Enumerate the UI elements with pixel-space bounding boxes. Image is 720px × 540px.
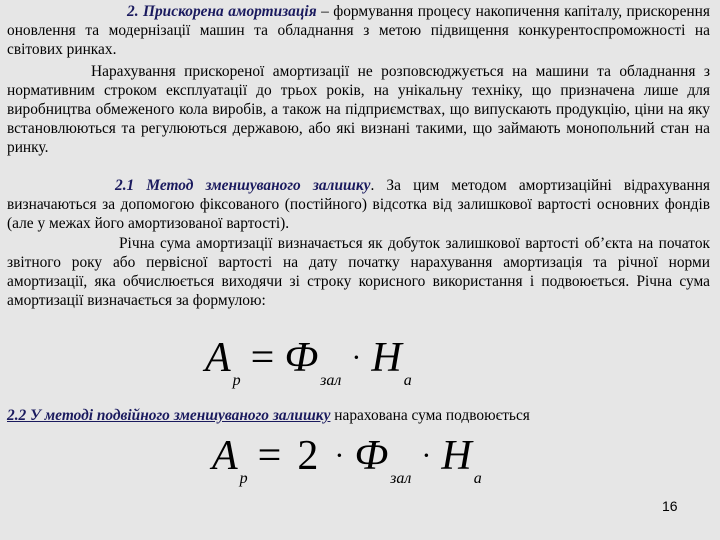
paragraph-text: Нарахування прискореної амортизації не розповсюджується на машини та обладнання з нормативним строком експлуатації до трьох років, на унікальну техніку, що призначена лише для виробництва обмеженого кола виробів, а також на підприємствах, що випускають продукцію, ціни на яку встановлюються та регулюються державою, або які визнані такими, що займають монопольний стан на ринку. [7,63,710,156]
paragraph-accelerated-depreciation [7,2,710,59]
formula-equals: = [257,433,282,479]
paragraph-text: нарахована сума подвоюється [330,407,530,424]
page-number: 16 [662,498,678,514]
formula-residual-subscript: зал [390,470,412,487]
paragraph-text: – формування процесу накопичення капіталу, прискорення оновлення та модернізації машин та обладнання з метою підвищення конкурентоспроможності на світових ринках. [7,3,710,58]
formula-rate-subscript: а [473,470,482,487]
formula-residual-value: Ф [354,433,389,479]
formula-multiply: · [421,439,432,472]
formula-double-declining [212,432,482,487]
formula-residual-value: Ф [284,335,319,381]
formula-equals: = [250,335,275,381]
formula-lhs: A [205,335,231,381]
formula-coefficient: 2 [297,433,319,479]
heading-accelerated-depreciation: 2. Прискорена амортизація [127,3,317,20]
formula-declining-balance [205,334,412,389]
paragraph-annual-amount [7,234,710,310]
formula-lhs: A [212,433,238,479]
formula-lhs-subscript: р [239,470,248,487]
heading-double-declining: 2.2 У методі подвійного зменшуваного залишку [7,407,331,424]
heading-declining-balance: 2.1 Метод зменшуваного залишку [115,177,371,194]
formula-rate: Н [371,335,402,381]
paragraph-text: . За цим методом амортизаційні відрахування визначаються за допомогою фіксованого (постійного) відсотка від залишкової вартості основних фондів (але у межах його амортизованої вартості). [7,177,711,232]
formula-multiply: · [334,439,345,472]
formula-multiply: · [351,341,362,374]
paragraph-declining-balance [7,176,710,233]
formula-lhs-subscript: р [232,372,241,389]
formula-residual-subscript: зал [320,372,342,389]
paragraph-exclusions [7,62,710,157]
formula-rate: Н [441,433,472,479]
paragraph-text: Річна сума амортизації визначається як добуток залишкової вартості об’єкта на початок звітного року або первісної вартості на дату початку нарахування амортизація та річної норми амортизації, яка обчислюється виходячи зі строку корисного використання і подвоюється. Річна сума амортизації визначається за формулою: [7,235,710,309]
paragraph-double-declining [7,406,710,425]
formula-rate-subscript: а [403,372,412,389]
